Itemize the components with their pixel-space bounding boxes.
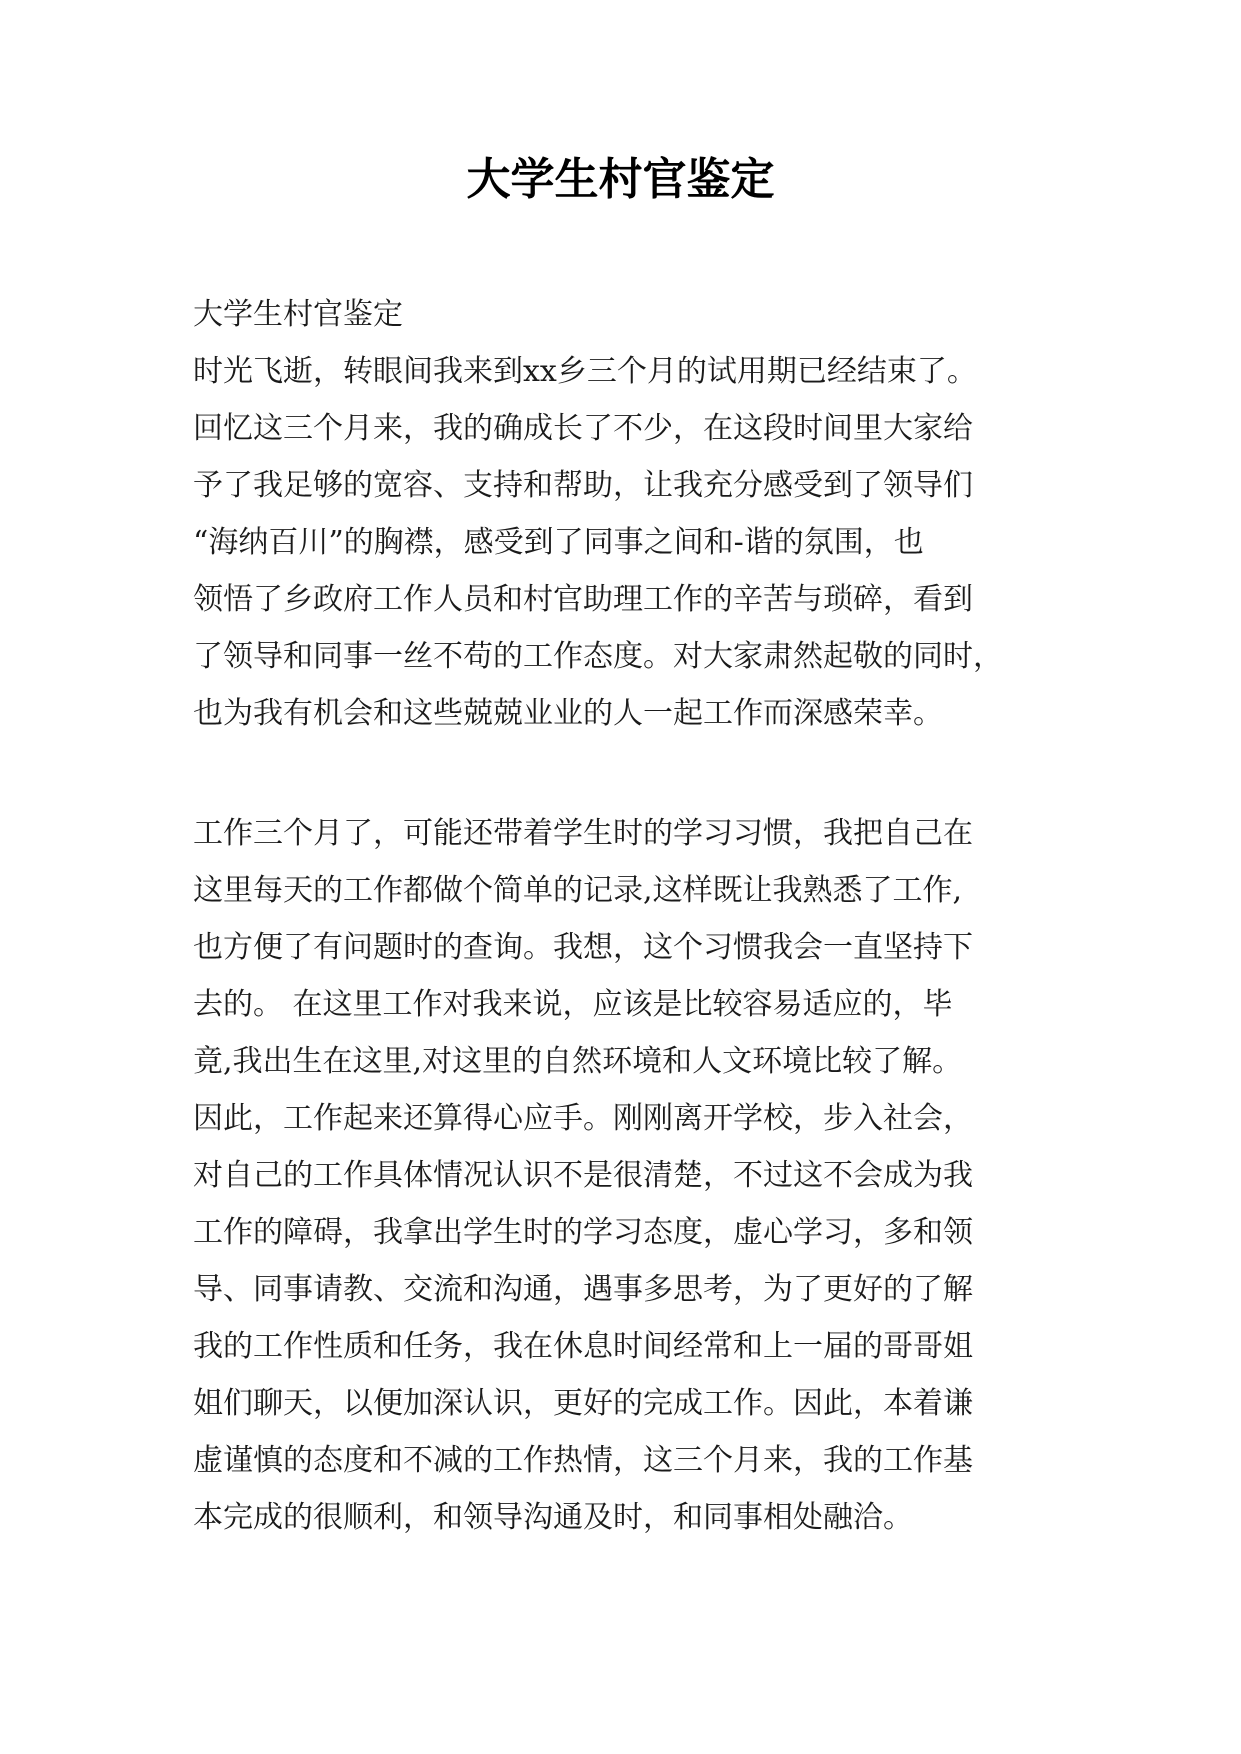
paragraph-1 [193,286,1073,742]
text-line: 也方便了有问题时的查询。我想，这个习惯我会一直坚持下 [193,930,973,965]
text-line: “海纳百川”的胸襟，感受到了同事之间和-谐的氛围，也 [193,525,924,560]
text-line: 竟,我出生在这里,对这里的自然环境和人文环境比较了解。 [193,1044,963,1079]
text-line: 回忆这三个月来，我的确成长了不少，在这段时间里大家给 [193,411,973,446]
text-line: 这里每天的工作都做个简单的记录,这样既让我熟悉了工作, [193,873,963,908]
text-line: 我的工作性质和任务，我在休息时间经常和上一届的哥哥姐 [193,1329,973,1364]
text-line: 时光飞逝，转眼间我来到xx乡三个月的试用期已经结束了。 [193,354,977,389]
text-line: 虚谨慎的态度和不减的工作热情，这三个月来，我的工作基 [193,1443,973,1478]
text-line: 姐们聊天，以便加深认识，更好的完成工作。因此，本着谦 [193,1386,973,1421]
text-line: 工作的障碍，我拿出学生时的学习态度，虚心学习，多和领 [193,1215,973,1250]
paragraph-2 [193,805,1073,1546]
text-line: 对自己的工作具体情况认识不是很清楚，不过这不会成为我 [193,1158,973,1193]
text-line: 工作三个月了，可能还带着学生时的学习习惯，我把自己在 [193,816,973,851]
text-line: 了领导和同事一丝不苟的工作态度。对大家肃然起敬的同时， [193,639,1003,674]
text-line: 大学生村官鉴定 [193,297,403,332]
document-title: 大学生村官鉴定 [466,154,775,205]
text-line: 因此，工作起来还算得心应手。刚刚离开学校，步入社会， [193,1101,973,1136]
text-line: 予了我足够的宽容、支持和帮助，让我充分感受到了领导们 [193,468,973,503]
text-line: 领悟了乡政府工作人员和村官助理工作的辛苦与琐碎，看到 [193,582,973,617]
text-line: 本完成的很顺利，和领导沟通及时，和同事相处融洽。 [193,1500,913,1535]
text-line: 去的。 在这里工作对我来说，应该是比较容易适应的，毕 [193,987,953,1022]
text-line: 导、同事请教、交流和沟通，遇事多思考，为了更好的了解 [193,1272,973,1307]
text-line: 也为我有机会和这些兢兢业业的人一起工作而深感荣幸。 [193,696,943,731]
